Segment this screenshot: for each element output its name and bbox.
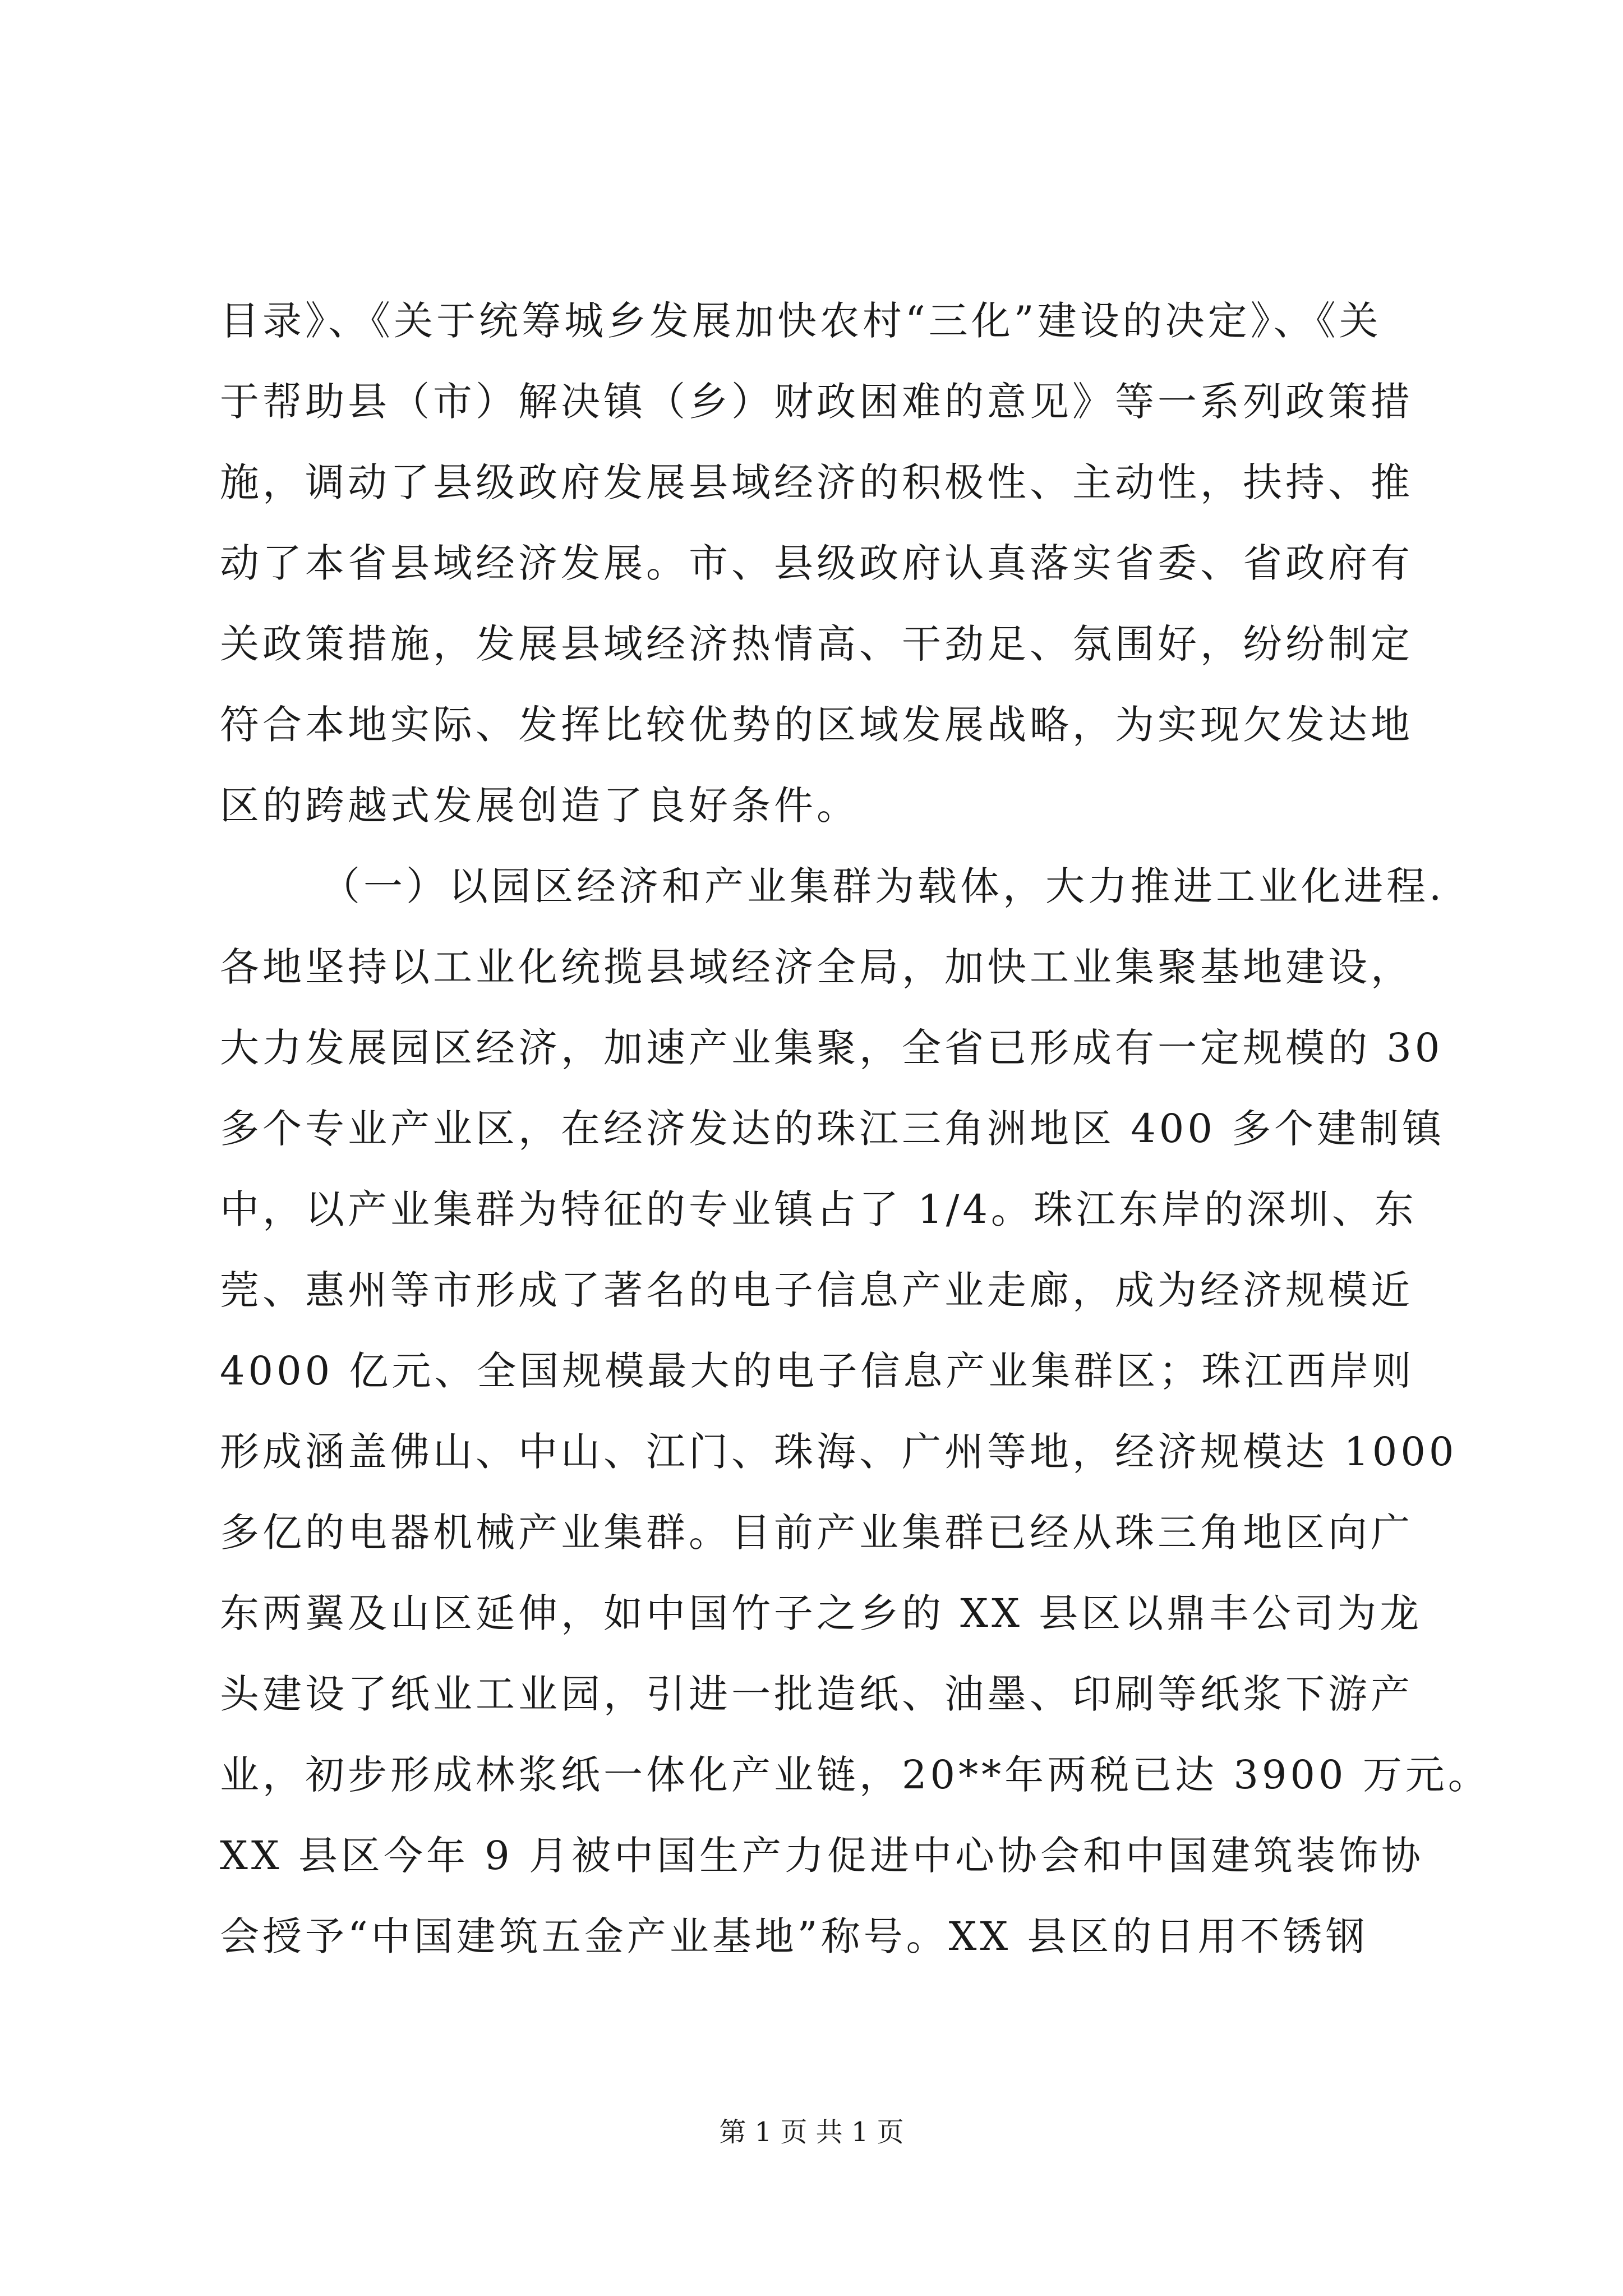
text-line: 莞、惠州等市形成了著名的电子信息产业走廊，成为经济规模近 <box>220 1267 1413 1313</box>
text-line: 区的跨越式发展创造了良好条件。 <box>220 783 859 829</box>
page-footer <box>0 2110 1623 2149</box>
text-line: 目录》、《关于统筹城乡发展加快农村“三化”建设的决定》、《关 <box>220 298 1382 344</box>
page-number: 第 1 页 共 1 页 <box>719 2116 904 2148</box>
text-line: 于帮助县（市）解决镇（乡）财政困难的意见》等一系列政策措 <box>220 379 1413 425</box>
text-line: 中，以产业集群为特征的专业镇占了 1/4。珠江东岸的深圳、东 <box>220 1186 1417 1232</box>
text-line: 4000 亿元、全国规模最大的电子信息产业集群区；珠江西岸则 <box>220 1348 1415 1394</box>
text-line: 会授予“中国建筑五金产业基地”称号。XX 县区的日用不锈钢 <box>220 1913 1368 1959</box>
text-line: 动了本省县域经济发展。市、县级政府认真落实省委、省政府有 <box>220 540 1413 586</box>
text-line: 多个专业产业区，在经济发达的珠江三角洲地区 400 多个建制镇 <box>220 1106 1445 1152</box>
document-body <box>220 280 1491 1977</box>
section-heading: （一）以园区经济和产业集群为载体，大力推进工业化进程. <box>321 863 1445 909</box>
text-line: 施，调动了县级政府发展县域经济的积极性、主动性，扶持、推 <box>220 459 1413 505</box>
text-line: 形成涵盖佛山、中山、江门、珠海、广州等地，经济规模达 1000 <box>220 1429 1458 1475</box>
text-line: XX 县区今年 9 月被中国生产力促进中心协会和中国建筑装饰协 <box>220 1833 1424 1879</box>
text-line: 业，初步形成林浆纸一体化产业链，20**年两税已达 3900 万元。 <box>220 1752 1491 1798</box>
text-line: 各地坚持以工业化统揽县域经济全局，加快工业集聚基地建设， <box>220 944 1413 990</box>
text-line: 大力发展园区经济，加速产业集聚，全省已形成有一定规模的 30 <box>220 1025 1444 1071</box>
text-line: 多亿的电器机械产业集群。目前产业集群已经从珠三角地区向广 <box>220 1510 1413 1556</box>
text-line: 东两翼及山区延伸，如中国竹子之乡的 XX 县区以鼎丰公司为龙 <box>220 1590 1423 1636</box>
text-line: 头建设了纸业工业园，引进一批造纸、油墨、印刷等纸浆下游产 <box>220 1671 1413 1717</box>
text-line: 关政策措施，发展县域经济热情高、干劲足、氛围好，纷纷制定 <box>220 621 1413 667</box>
text-line: 符合本地实际、发挥比较优势的区域发展战略，为实现欠发达地 <box>220 702 1413 748</box>
